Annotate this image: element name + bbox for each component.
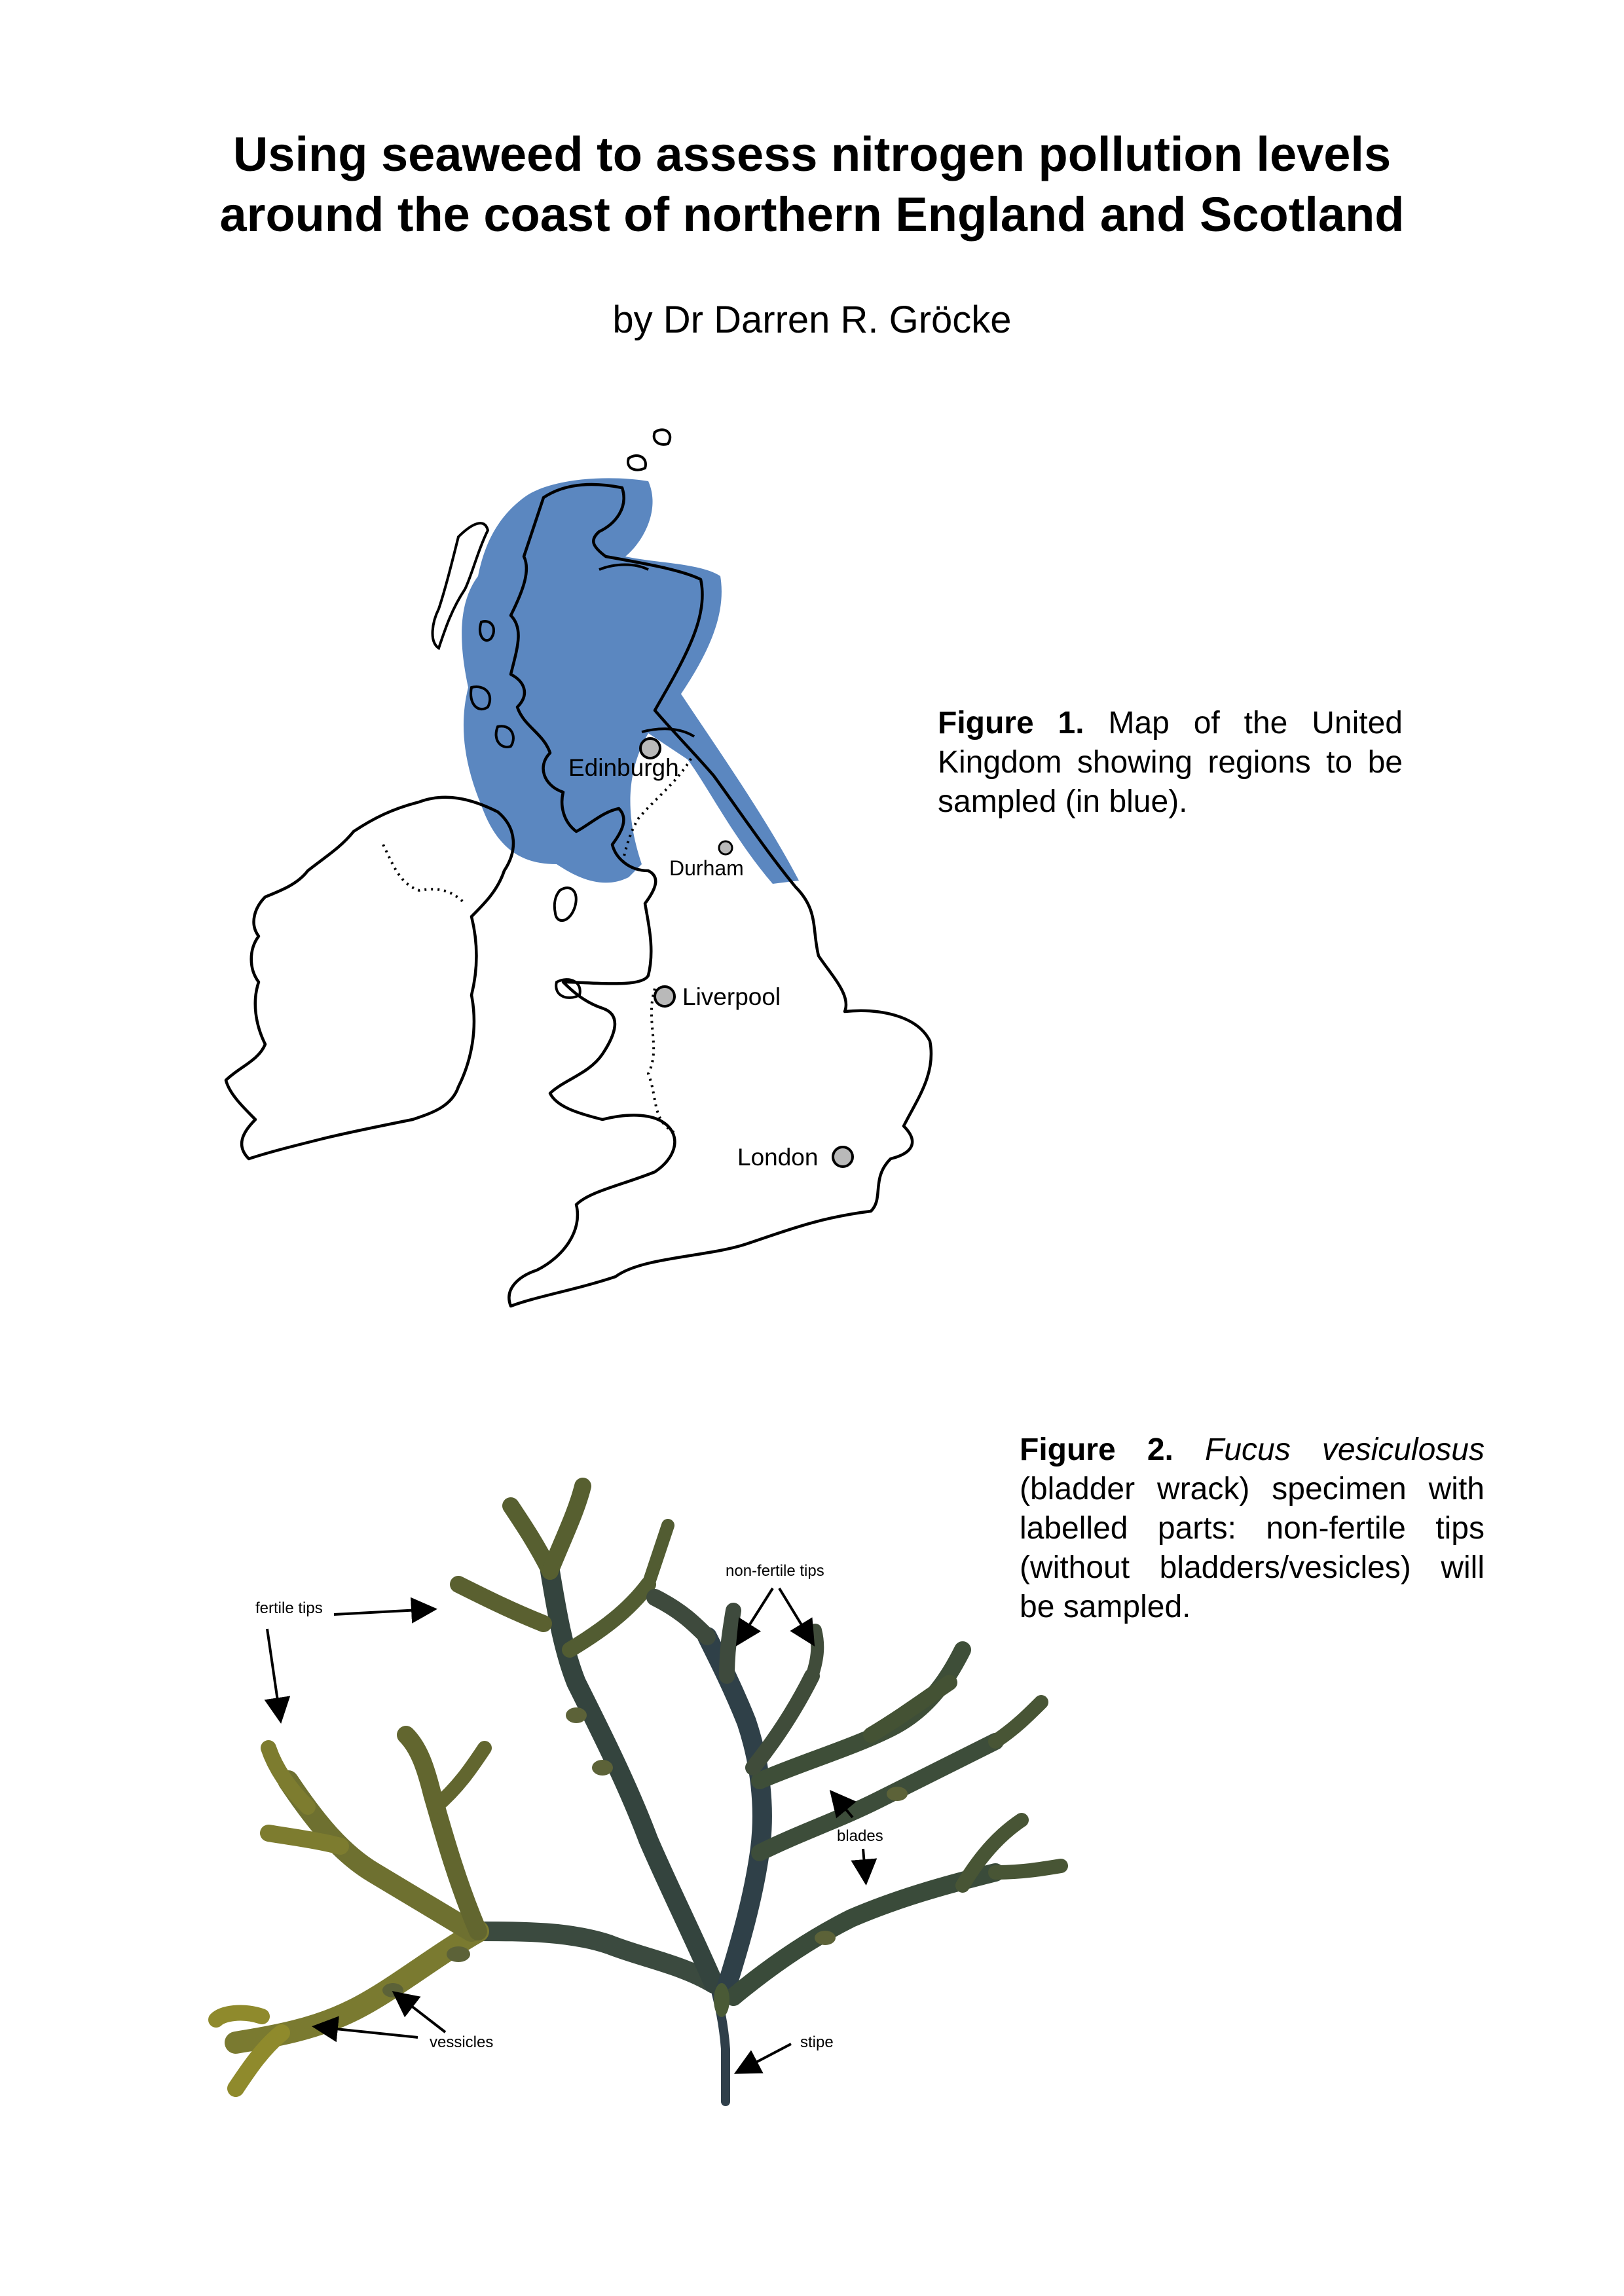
city-label-london: London [737, 1144, 819, 1171]
weed-right-tip-b [995, 1866, 1061, 1872]
figure1-label: Figure 1. [938, 706, 1084, 740]
weed-left-lower [236, 1931, 478, 2043]
figure1-text: Map of the United Kingdom showing regions to be sampled (in blue). [938, 706, 1403, 819]
label-non-fertile-tips: non-fertile tips [726, 1562, 824, 1580]
title-line-2: around the coast of northern England and Scotland [219, 187, 1405, 242]
weed-left-upper-tip1 [268, 1833, 341, 1846]
weed-right-top-1 [655, 1597, 707, 1637]
figure1-caption [938, 704, 1403, 822]
weed-right-top-4 [812, 1630, 817, 1676]
city-label-liverpool: Liverpool [682, 983, 781, 1010]
uk-map [226, 429, 931, 1306]
weed-center-top-1 [511, 1506, 550, 1571]
isle-of-man [555, 888, 576, 920]
city-label-edinburgh: Edinburgh [568, 754, 679, 781]
arrow-non-fertile-left [739, 1588, 773, 1642]
label-stipe: stipe [800, 2033, 834, 2051]
arrow-stipe [739, 2044, 791, 2071]
weed-main-right [707, 1637, 762, 1990]
london-dot [833, 1147, 853, 1167]
wales-border [648, 989, 674, 1133]
label-fertile-tips: fertile tips [255, 1599, 323, 1617]
arrow-vesicles-up [396, 1994, 445, 2032]
weed-center-top-5 [648, 1525, 668, 1584]
weed-right-top-5 [871, 1683, 950, 1735]
title-line-1: Using seaweed to assess nitrogen pollution levels [232, 127, 1392, 181]
weed-left-side-tip [435, 1748, 485, 1807]
arrow-fertile-tips-down [267, 1629, 280, 1719]
weed-center-top-2 [550, 1486, 583, 1571]
durham-dot [719, 841, 732, 854]
arrow-vesicles-left [317, 2027, 418, 2037]
weed-left-lower-tip2 [216, 2013, 262, 2020]
city-label-durham: Durham [669, 856, 744, 880]
orkney-isles [628, 429, 670, 469]
author-line: by Dr Darren R. Gröcke [612, 299, 1012, 341]
weed-center-top-3 [458, 1584, 544, 1624]
ni-border [383, 845, 465, 903]
arrow-fertile-tips-right [334, 1609, 432, 1614]
liverpool-dot [655, 987, 674, 1006]
weed-center-top-4 [570, 1584, 648, 1650]
weed-right-top-3 [753, 1676, 812, 1768]
weed-right-arm [733, 1872, 995, 1997]
stipe-bud [714, 1983, 729, 2017]
weed-right-top-2 [727, 1611, 733, 1676]
figure2-text: (bladder wrack) specimen with labelled parts: non-fertile tips (without bladders/vesicles) will be sampled. [1020, 1472, 1485, 1624]
seaweed-photo [216, 1486, 1061, 2102]
weed-main-center [550, 1571, 714, 1984]
label-blades: blades [837, 1827, 883, 1845]
weed-main-left [478, 1931, 714, 1984]
arrow-blades-down [863, 1849, 866, 1880]
figure2-label: Figure 2. [1020, 1432, 1173, 1467]
label-vessicles: vessicles [430, 2033, 494, 2051]
figure2-caption [1020, 1430, 1485, 1627]
weed-right-tip-a [995, 1702, 1041, 1741]
figure2-species: Fucus vesiculosus [1205, 1432, 1485, 1467]
ireland-outline [226, 797, 513, 1159]
arrow-non-fertile-right [779, 1588, 812, 1642]
